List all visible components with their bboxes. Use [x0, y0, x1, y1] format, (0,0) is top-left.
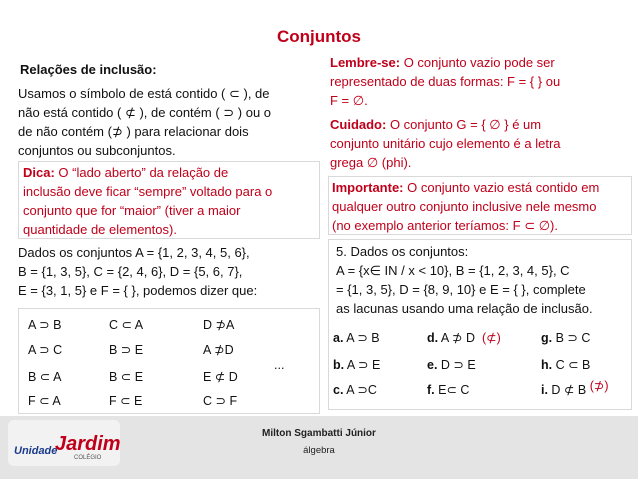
importante-box — [328, 176, 632, 235]
relation-item: B ⊃ E — [109, 343, 144, 357]
answer-text: A ⊃ E — [344, 358, 381, 372]
intro-paragraph — [18, 84, 271, 160]
exercise-line: A = {x∈ IN / x < 10}, B = {1, 2, 3, 4, 5}, C — [336, 263, 570, 278]
logo-word: Unidade — [14, 445, 58, 457]
answer-text: D ⊄ B — [547, 383, 587, 397]
relation-item: C ⊂ A — [109, 318, 144, 332]
answer-label: f. — [427, 383, 435, 397]
relation-item: E ⊄ D — [203, 370, 238, 384]
relation-item: F ⊂ A — [28, 394, 61, 408]
relation-item: B ⊂ E — [109, 370, 144, 384]
relation-item: D ⊅A — [203, 318, 235, 332]
dica-line: conjunto que for “maior” (tiver a maior — [23, 203, 241, 218]
answer-g — [541, 330, 590, 345]
exercise-line: 5. Dados os conjuntos: — [336, 244, 469, 259]
relation-item: A ⊃ C — [28, 343, 63, 357]
answer-text: A ⊃ B — [343, 331, 380, 345]
importante-label: Importante: — [332, 180, 404, 195]
relation-item: A ⊅D — [203, 343, 234, 357]
answer-h — [541, 357, 590, 372]
answer-f — [427, 382, 469, 397]
dados-line: B = {1, 3, 5}, C = {2, 4, 6}, D = {5, 6, 7}, — [18, 264, 243, 279]
lembre-paragraph — [330, 53, 560, 110]
answer-label: a. — [333, 331, 344, 345]
answer-text: B ⊃ C — [552, 331, 591, 345]
cuidado-paragraph — [330, 115, 561, 172]
intro-line: conjuntos ou subconjuntos. — [18, 143, 176, 158]
dica-line: quantidade de elementos). — [23, 222, 177, 237]
intro-line: Usamos o símbolo de está contido ( ⊂ ), de — [18, 86, 270, 101]
logo-word: Jardim — [55, 433, 121, 455]
answer-text: D ⊃ E — [437, 358, 476, 372]
answer-c — [333, 382, 377, 397]
answer-label: g. — [541, 331, 553, 345]
relation-item: C ⊃ F — [203, 394, 238, 408]
answer-e — [427, 357, 476, 372]
dica-line: O “lado aberto” da relação de — [54, 165, 229, 180]
footer-author: Milton Sgambatti Júnior — [262, 428, 376, 439]
exercise-line: as lacunas usando uma relação de inclusão. — [336, 301, 593, 316]
answer-label: e. — [427, 358, 438, 372]
answer-note: (⊄) — [481, 331, 501, 345]
cuidado-line: O conjunto G = { ∅ } é um — [386, 117, 542, 132]
page-title: Conjuntos — [276, 27, 362, 46]
dados-line: Dados os conjuntos A = {1, 2, 3, 4, 5, 6}, — [18, 245, 250, 260]
ellipsis: ... — [274, 358, 285, 372]
answer-text: C ⊂ B — [552, 358, 591, 372]
cuidado-line: grega ∅ (phi). — [330, 155, 412, 170]
answer-text: A ⊅ D — [438, 331, 475, 345]
importante-line: (no exemplo anterior teríamos: F ⊂ ∅). — [332, 218, 558, 233]
relation-item: B ⊂ A — [28, 370, 62, 384]
cuidado-label: Cuidado: — [330, 117, 387, 132]
answer-b — [333, 357, 380, 372]
answer-i — [541, 379, 609, 397]
exercise-line: = {1, 3, 5}, D = {8, 9, 10} e E = { }, complete — [336, 282, 586, 297]
answer-label: b. — [333, 358, 345, 372]
footer-subject: álgebra — [303, 445, 335, 456]
lembre-line: O conjunto vazio pode ser — [400, 55, 555, 70]
answer-label: h. — [541, 358, 553, 372]
answer-a — [333, 330, 380, 345]
answer-label: i. — [541, 383, 548, 397]
lembre-line: representado de duas formas: F = { } ou — [330, 74, 561, 89]
dados-paragraph — [18, 243, 257, 300]
intro-line: de não contém (⊅ ) para relacionar dois — [18, 124, 249, 139]
importante-line: qualquer outro conjunto inclusive nele mesmo — [332, 199, 597, 214]
logo-word: COLÉGIO — [74, 455, 102, 461]
answer-text: A ⊃C — [343, 383, 377, 397]
dica-box — [18, 161, 320, 239]
answer-label: c. — [333, 383, 344, 397]
cuidado-line: conjunto unitário cujo elemento é a letra — [330, 136, 561, 151]
answer-d — [427, 330, 501, 345]
dados-line: E = {3, 1, 5} e F = { }, podemos dizer que: — [18, 283, 258, 298]
dica-label: Dica: — [23, 165, 55, 180]
dica-line: inclusão deve ficar “sempre” voltado para o — [23, 184, 273, 199]
lembre-line: F = ∅. — [330, 93, 368, 108]
lembre-label: Lembre-se: — [330, 55, 401, 70]
importante-line: O conjunto vazio está contido em — [403, 180, 600, 195]
inclusion-heading: Relações de inclusão: — [20, 62, 157, 77]
intro-line: não está contido ( ⊄ ), de contém ( ⊃ ) ou o — [18, 105, 272, 120]
answer-text: E⊂ C — [434, 383, 470, 397]
answer-note: (⊅) — [589, 379, 609, 393]
relation-item: F ⊂ E — [109, 394, 143, 408]
relation-item: A ⊃ B — [28, 318, 62, 332]
answer-label: d. — [427, 331, 439, 345]
